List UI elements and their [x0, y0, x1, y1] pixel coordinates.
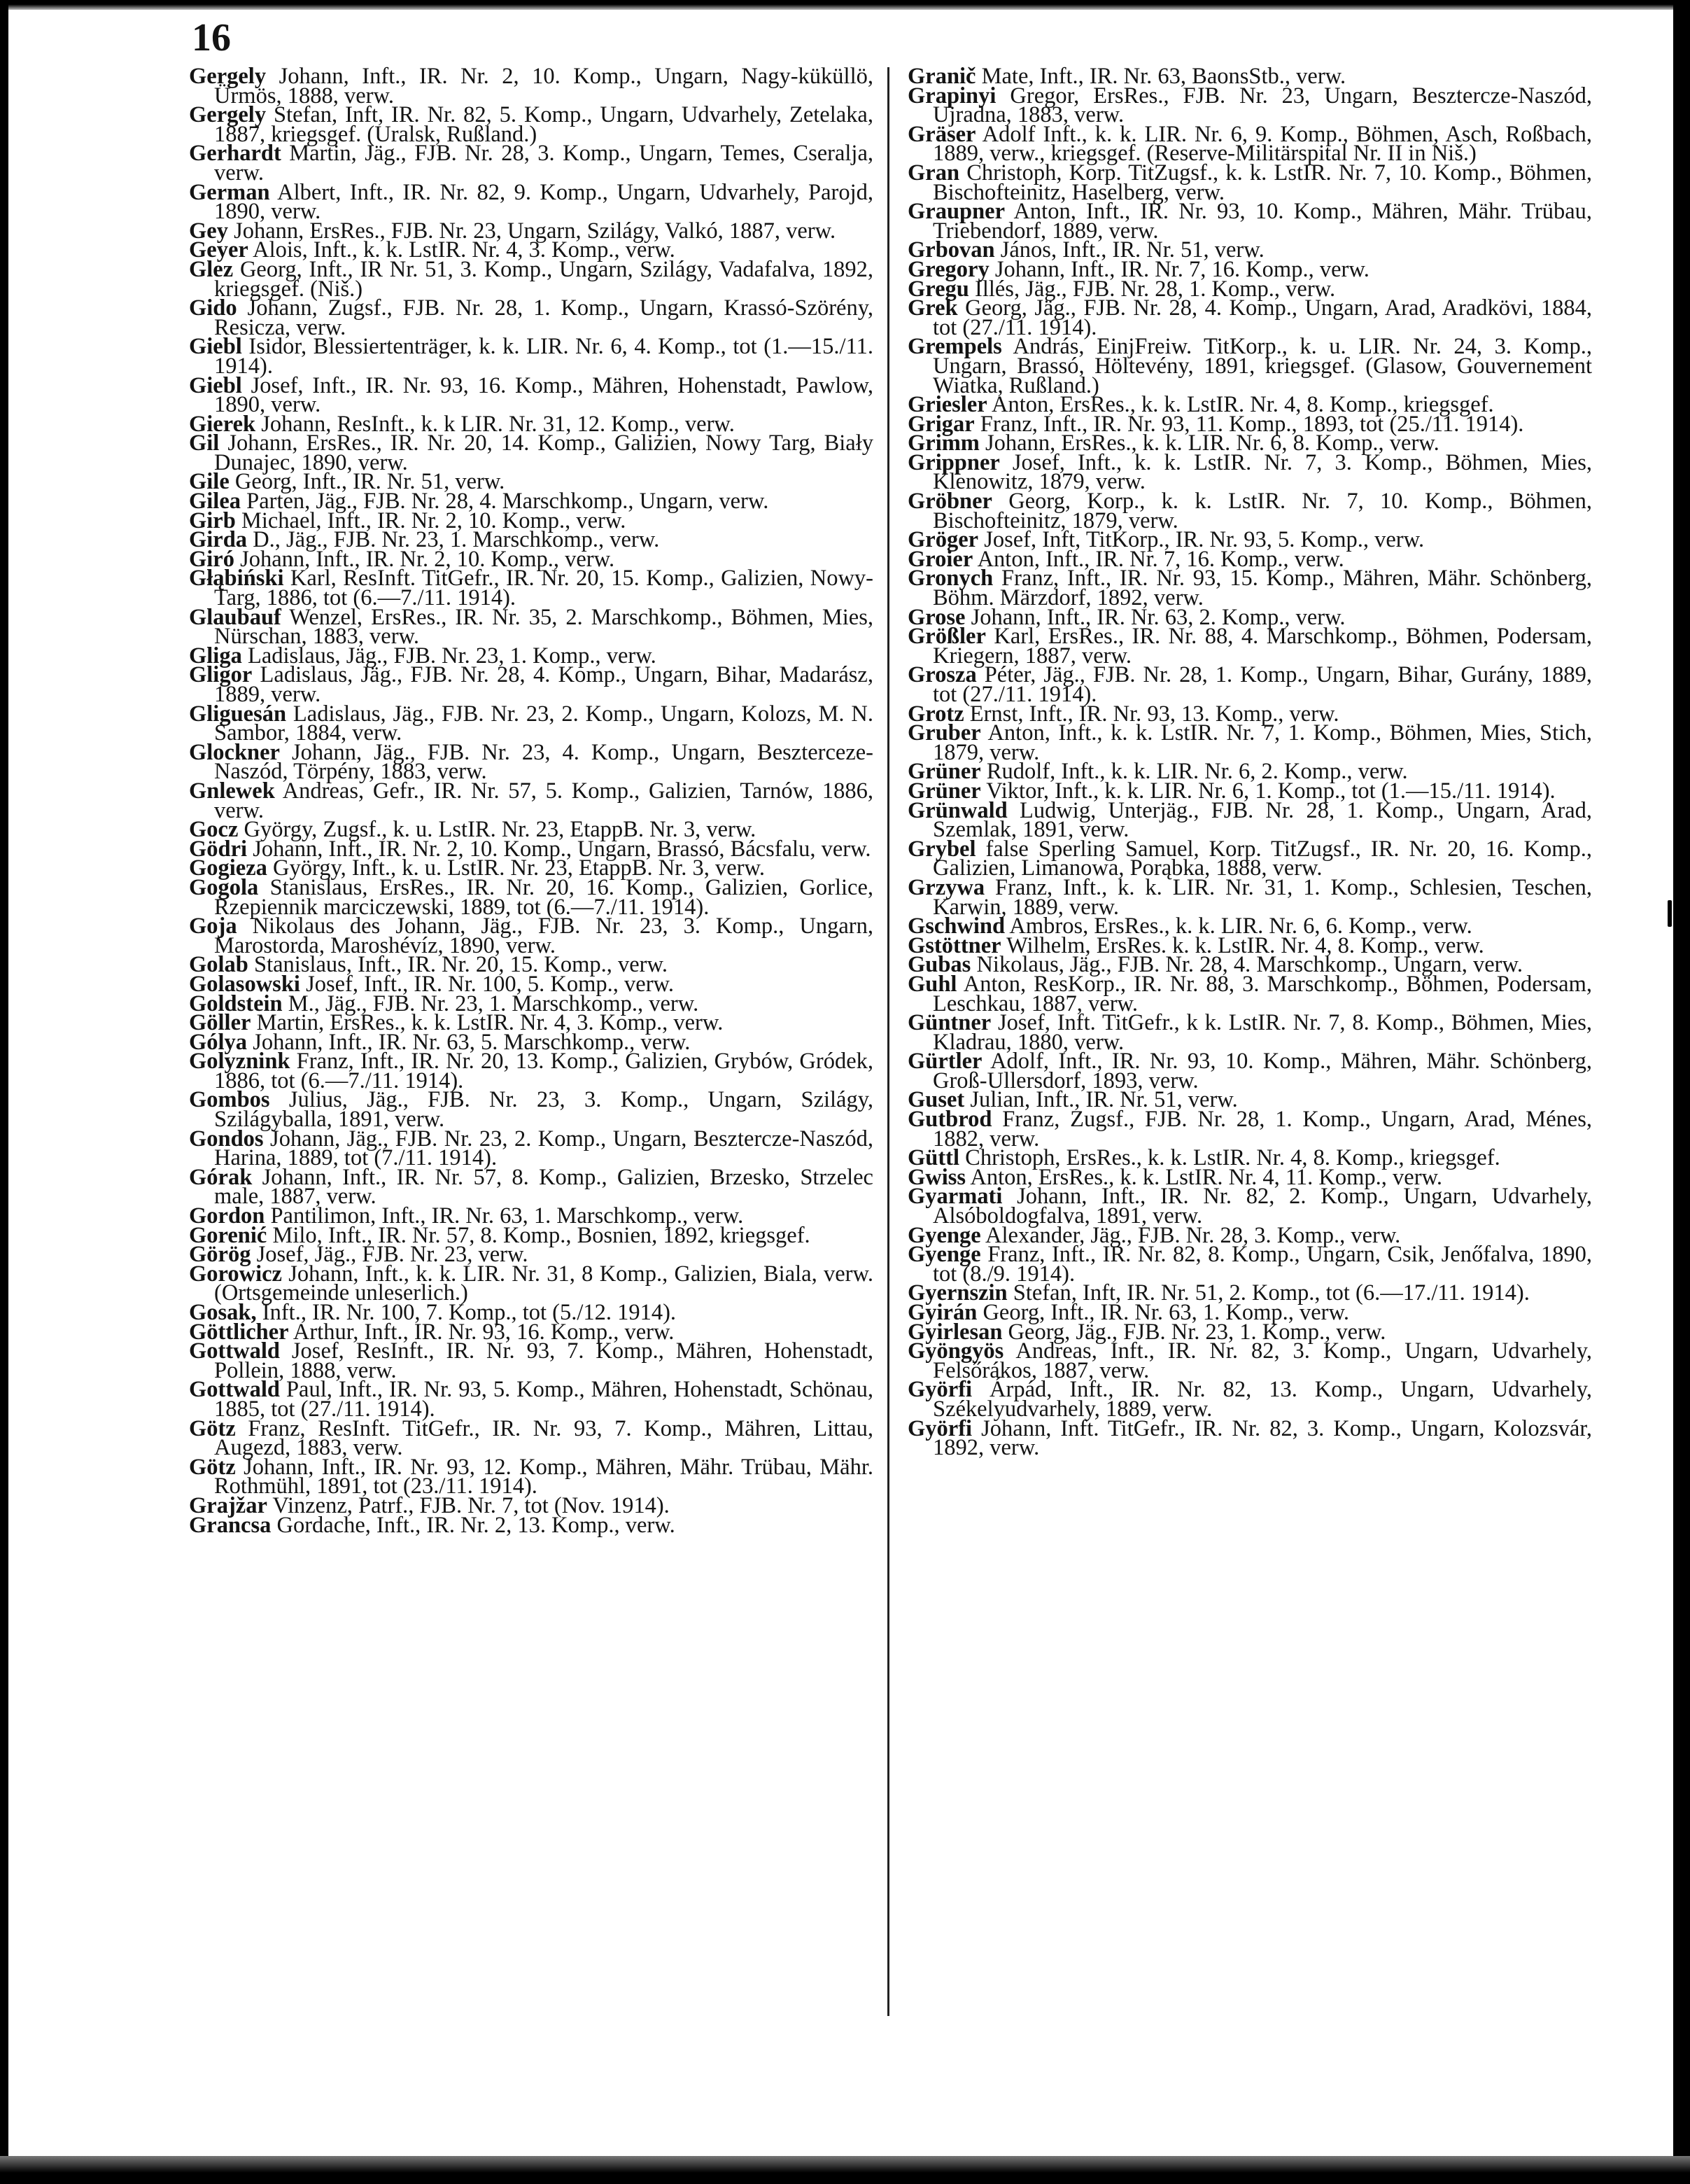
casualty-entry — [189, 701, 873, 746]
entry-details: Johann, Inft., IR. Nr. 63, 5. Marschkomp., verw. — [247, 1029, 691, 1055]
casualty-entry — [189, 1454, 873, 1499]
entry-details: Stanislaus, Inft., IR. Nr. 20, 15. Komp., verw. — [248, 952, 668, 978]
entry-surname: Graupner — [908, 199, 1006, 225]
entry-surname: Gruber — [908, 720, 981, 746]
entry-details: Georg, Korp., k. k. LstIR. Nr. 7, 10. Komp., Böhmen, Bischofteinitz, 1879, verw. — [933, 489, 1592, 533]
entry-surname: Grippner — [908, 449, 1000, 475]
entry-surname: Gyirlesan — [908, 1319, 1003, 1345]
entry-surname: Györfi — [908, 1415, 973, 1441]
scan-edge-top — [0, 0, 1690, 10]
entry-surname: Gyenge — [908, 1242, 981, 1268]
entry-surname: Gerhardt — [189, 141, 281, 167]
entry-surname: Giró — [189, 546, 234, 572]
entry-details: Milo, Inft., IR. Nr. 57, 8. Komp., Bosnien, 1892, kriegsgef. — [267, 1222, 810, 1248]
entry-surname: Gondos — [189, 1126, 264, 1152]
entry-details: Johann, Inft., IR. Nr. 2, 10. Komp., Ungarn, Brassó, Bácsfalu, verw. — [247, 836, 871, 862]
casualty-entry — [189, 778, 873, 823]
entry-surname: Golasowski — [189, 971, 300, 997]
casualty-entry — [189, 141, 873, 186]
entry-surname: Gombos — [189, 1087, 270, 1113]
casualty-entry — [189, 430, 873, 475]
entry-details: Johann, Inft., IR. Nr. 7, 16. Komp., verw. — [989, 256, 1369, 282]
entry-details: Franz, Zugsf., FJB. Nr. 28, 1. Komp., Ungarn, Arad, Ménes, 1882, verw. — [933, 1107, 1592, 1152]
entry-surname: Grbovan — [908, 237, 995, 263]
entry-details: Johann, Inft., IR. Nr. 2, 10. Komp., verw. — [234, 546, 615, 572]
entry-details: Anton, ErsRes., k. k. LstIR. Nr. 4, 11. Komp., verw. — [966, 1164, 1443, 1190]
entry-surname: Girb — [189, 507, 236, 533]
scan-edge-left — [0, 0, 8, 2184]
casualty-entry — [908, 624, 1592, 668]
entry-details: Josef, ResInft., IR. Nr. 93, 7. Komp., Mähren, Hohenstadt, Pollein, 1888, verw. — [214, 1338, 873, 1383]
casualty-entry — [189, 295, 873, 340]
casualty-entry — [908, 720, 1592, 765]
entry-surname: Gwiss — [908, 1164, 966, 1190]
casualty-entry — [189, 256, 873, 302]
entry-surname: Gutbrod — [908, 1107, 992, 1133]
column-divider — [887, 67, 889, 2016]
entry-details: Inft., IR. Nr. 100, 7. Komp., tot (5./12. 1914). — [256, 1300, 677, 1325]
entry-details: Martin, ErsRes., k. k. LstIR. Nr. 4, 3. Komp., verw. — [251, 1010, 724, 1036]
scan-edge-bottom — [0, 2156, 1690, 2184]
entry-details: Alois, Inft., k. k. LstIR. Nr. 4, 3. Komp., verw. — [248, 237, 675, 263]
casualty-entry — [189, 1512, 873, 1538]
entry-surname: Gran — [908, 160, 960, 186]
entry-details: Karl, ResInft. TitGefr., IR. Nr. 20, 15. Komp., Galizien, Nowy-Targ, 1886, tot (6.—7./11. 1914). — [214, 566, 873, 611]
scan-edge-right — [1673, 0, 1690, 2184]
entry-surname: Götz — [189, 1415, 236, 1441]
entry-surname: Gschwind — [908, 913, 1006, 939]
entry-surname: Gröbner — [908, 489, 992, 514]
entry-details: Josef, Inft, TitKorp., IR. Nr. 93, 5. Komp., verw. — [978, 527, 1425, 553]
entry-surname: Goja — [189, 913, 237, 939]
casualty-entry — [189, 1087, 873, 1133]
entry-details: Anton, ResKorp., IR. Nr. 88, 3. Marschkomp., Böhmen, Podersam, Leschkau, 1887, verw. — [933, 971, 1592, 1016]
entry-surname: Gey — [189, 218, 228, 244]
entry-surname: Gürtler — [908, 1049, 983, 1074]
casualty-entry — [908, 1049, 1592, 1093]
entry-details: Josef, Inft., k. k. LstIR. Nr. 7, 3. Komp., Böhmen, Mies, Klenowitz, 1879, verw. — [933, 449, 1592, 495]
entry-surname: Guhl — [908, 971, 957, 997]
entry-surname: Goldstein — [189, 990, 283, 1016]
entry-details: Johann, ResInft., k. k LIR. Nr. 31, 12. Komp., verw. — [255, 411, 735, 437]
entry-details: Anton, Inft., IR. Nr. 93, 10. Komp., Mähren, Mähr. Trübau, Triebendorf, 1889, verw. — [933, 199, 1592, 244]
entry-details: Julius, Jäg., FJB. Nr. 23, 3. Komp., Ungarn, Szilágy, Szilágyballa, 1891, verw. — [214, 1087, 873, 1133]
entry-surname: Györfi — [908, 1377, 973, 1403]
entry-surname: Geyer — [189, 237, 248, 263]
casualty-entry — [189, 913, 873, 958]
entry-details: Arthur, Inft., IR. Nr. 93, 16. Komp., verw. — [288, 1319, 675, 1345]
entry-details: D., Jäg., FJB. Nr. 23, 1. Marschkomp., verw. — [247, 527, 660, 553]
casualty-entry — [189, 334, 873, 379]
entry-details: Isidor, Blessiertenträger, k. k. LIR. Nr. 6, 4. Komp., tot (1.—15./11. 1914). — [214, 334, 873, 379]
entry-details: Johann, Inft., IR. Nr. 57, 8. Komp., Galizien, Brzesko, Strzelec male, 1887, verw. — [214, 1164, 873, 1210]
entry-details: Nikolaus des Johann, Jäg., FJB. Nr. 23, 3. Komp., Ungarn, Marostorda, Maroshévíz, 1890, verw. — [214, 913, 873, 958]
casualty-entry — [908, 489, 1592, 533]
casualty-entry — [189, 566, 873, 611]
casualty-entry — [189, 874, 873, 920]
casualty-entry — [908, 971, 1592, 1016]
entry-surname: Größler — [908, 624, 986, 650]
casualty-entry — [189, 372, 873, 418]
entry-surname: Gorenić — [189, 1222, 267, 1248]
entry-details: Paul, Inft., IR. Nr. 93, 5. Komp., Mähren, Hohenstadt, Schönau, 1885, tot (27./11. 1914). — [214, 1377, 873, 1422]
entry-surname: Gido — [189, 295, 237, 321]
entry-surname: Gogola — [189, 874, 259, 900]
entry-details: Johann, Inft., IR. Nr. 82, 2. Komp., Ungarn, Udvarhely, Alsóboldogfalva, 1891, verw. — [933, 1184, 1592, 1229]
entry-details: Johann, ErsRes., k. k. LIR. Nr. 6, 8. Komp., verw. — [979, 430, 1439, 456]
entry-details: Ludwig, Unterjäg., FJB. Nr. 28, 1. Komp., Ungarn, Arad, Szemlak, 1891, verw. — [933, 797, 1592, 843]
entry-details: Rudolf, Inft., k. k. LIR. Nr. 6, 2. Komp., verw. — [980, 759, 1408, 785]
casualty-entry — [189, 1164, 873, 1210]
entry-details: Michael, Inft., IR. Nr. 2, 10. Komp., verw. — [235, 507, 626, 533]
casualty-entry — [908, 1010, 1592, 1055]
entry-surname: German — [189, 179, 270, 205]
entry-details: Josef, Inft. TitGefr., k k. LstIR. Nr. 7, 8. Komp., Böhmen, Mies, Kladrau, 1880, verw. — [933, 1010, 1592, 1055]
entry-details: Martin, Jäg., FJB. Nr. 28, 3. Komp., Ungarn, Temes, Cseralja, verw. — [214, 141, 873, 186]
entry-details: Adolf Inft., k. k. LIR. Nr. 6, 9. Komp., Böhmen, Asch, Roßbach, 1889, verw., kriegsgef. (Reserve-Militärspital Nr. II in Niš.) — [933, 121, 1592, 167]
entry-surname: Grek — [908, 295, 958, 321]
entry-details: Franz, Inft., k. k. LIR. Nr. 31, 1. Komp., Schlesien, Teschen, Karwin, 1889, verw. — [933, 874, 1592, 920]
entry-surname: Gliga — [189, 643, 242, 668]
entry-details: Ladislaus, Jäg., FJB. Nr. 23, 1. Komp., verw. — [241, 643, 656, 668]
casualty-entry — [189, 1377, 873, 1422]
casualty-entry — [908, 199, 1592, 244]
entry-surname: Güttl — [908, 1145, 960, 1171]
entry-details: Johann, Inft., k. k. LIR. Nr. 31, 8 Komp., Galizien, Biala, verw. (Ortsgemeinde unleserlich.) — [214, 1261, 873, 1306]
entry-surname: Giebl — [189, 372, 242, 398]
entry-details: Johann, ErsRes., IR. Nr. 20, 14. Komp., Galizien, Nowy Targ, Biały Dunajec, 1890, verw. — [214, 430, 873, 475]
entry-details: György, Inft., k. u. LstIR. Nr. 23, EtappB. Nr. 3, verw. — [267, 855, 765, 881]
entry-surname: Giebl — [189, 334, 242, 360]
entry-surname: Gregu — [908, 276, 969, 302]
entry-surname: Götz — [189, 1454, 236, 1480]
entry-details: Gregor, ErsRes., FJB. Nr. 23, Ungarn, Besztercze-Naszód, Ujradna, 1883, verw. — [933, 83, 1592, 128]
entry-details: Johann, Inft., IR. Nr. 2, 10. Komp., Ungarn, Nagy-küküllö, Ürmös, 1888, verw. — [214, 64, 873, 108]
entry-details: Georg, Jäg., FJB. Nr. 23, 1. Komp., verw. — [1002, 1319, 1386, 1345]
scan-edge-mark — [1668, 900, 1672, 927]
entry-details: Johann, Inft., IR. Nr. 63, 2. Komp., verw. — [965, 604, 1346, 630]
entry-details: Wilhelm, ErsRes. k. k. LstIR. Nr. 4, 8. Komp., verw. — [1001, 932, 1484, 958]
casualty-entry — [908, 334, 1592, 398]
entry-surname: Głąbiński — [189, 566, 284, 592]
casualty-entry — [908, 836, 1592, 881]
entry-details: Ernst, Inft., IR. Nr. 93, 13. Komp., verw. — [964, 701, 1339, 727]
entry-surname: Grünwald — [908, 797, 1008, 823]
entry-surname: Gnlewek — [189, 778, 275, 804]
entry-surname: Gile — [189, 469, 230, 495]
entry-details: András, EinjFreiw. TitKorp., k. u. LIR. Nr. 24, 3. Komp., Ungarn, Brassó, Höltevény, 1891, kriegsgef. (Glasow, Gouvernement Wiatka, Rußland.) — [933, 334, 1592, 398]
casualty-entry — [908, 662, 1592, 707]
entry-details: Franz, Inft., IR. Nr. 20, 13. Komp., Galizien, Grybów, Gródek, 1886, tot (6.—7./11. 1914). — [214, 1049, 873, 1093]
entry-details: Andreas, Gefr., IR. Nr. 57, 5. Komp., Galizien, Tarnów, 1886, verw. — [214, 778, 873, 823]
entry-details: false Sperling Samuel, Korp. TitZugsf., IR. Nr. 20, 16. Komp., Galizien, Limanowa, Porąbka, 1888, verw. — [933, 836, 1592, 881]
entry-surname: Gyirán — [908, 1300, 978, 1325]
entry-surname: Gólya — [189, 1029, 248, 1055]
entry-details: Josef, Jäg., FJB. Nr. 23, verw. — [251, 1242, 528, 1268]
casualty-entry — [908, 566, 1592, 611]
entry-surname: Gstöttner — [908, 932, 1001, 958]
entry-surname: Gregory — [908, 256, 990, 282]
entry-details: Johann, Jäg., FJB. Nr. 23, 4. Komp., Ungarn, Beszterceze-Naszód, Törpény, 1883, verw. — [214, 739, 873, 785]
entry-details: Stefan, Inft, IR. Nr. 82, 5. Komp., Ungarn, Udvarhely, Zetelaka, 1887, kriegsgef. (Uralsk, Rußland.) — [214, 102, 873, 147]
entry-surname: Grimm — [908, 430, 980, 456]
entry-details: Stanislaus, ErsRes., IR. Nr. 20, 16. Komp., Galizien, Gorlice, Rzepiennik marciczewski, 1889, tot (6.—7./11. 1914). — [214, 874, 873, 920]
casualty-entry — [189, 102, 873, 147]
entry-details: Julian, Inft., IR. Nr. 51, verw. — [964, 1087, 1238, 1113]
entry-surname: Grose — [908, 604, 966, 630]
entry-surname: Gottwald — [189, 1338, 280, 1364]
entry-surname: Gröger — [908, 527, 979, 553]
entry-surname: Gräser — [908, 121, 976, 147]
entry-surname: Gligor — [189, 662, 253, 688]
entry-details: Vinzenz, Patrf., FJB. Nr. 7, tot (Nov. 1914). — [267, 1492, 670, 1518]
entry-details: Alexander, Jäg., FJB. Nr. 28, 3. Komp., verw. — [980, 1222, 1401, 1248]
entry-surname: Gubas — [908, 952, 971, 978]
entry-details: Johann, Jäg., FJB. Nr. 23, 2. Komp., Ungarn, Besztercze-Naszód, Harina, 1889, tot (7./11. 1914). — [214, 1126, 873, 1171]
entry-details: Anton, Inft., k. k. LstIR. Nr. 7, 1. Komp., Böhmen, Mies, Stich, 1879, verw. — [933, 720, 1592, 765]
entry-surname: Guset — [908, 1087, 965, 1113]
entry-details: Albert, Inft., IR. Nr. 82, 9. Komp., Ungarn, Udvarhely, Parojd, 1890, verw. — [214, 179, 873, 225]
casualty-entry — [189, 604, 873, 650]
casualty-entry — [908, 121, 1592, 167]
entry-surname: Golyznink — [189, 1049, 290, 1074]
entry-details: János, Inft., IR. Nr. 51, verw. — [994, 237, 1265, 263]
entry-details: Christoph, Korp. TitZugsf., k. k. LstIR. Nr. 7, 10. Komp., Böhmen, Bischofteinitz, Haselberg, verw. — [933, 160, 1592, 205]
entry-details: Wenzel, ErsRes., IR. Nr. 35, 2. Marschkomp., Böhmen, Mies, Nürschan, 1883, verw. — [214, 604, 873, 650]
entry-surname: Gronych — [908, 566, 994, 592]
entry-surname: Gocz — [189, 817, 239, 843]
entry-surname: Granič — [908, 64, 976, 89]
entry-surname: Gyernszin — [908, 1280, 1008, 1306]
casualty-entry — [908, 1377, 1592, 1422]
entry-details: Mate, Inft., IR. Nr. 63, BaonsStb., verw. — [976, 64, 1346, 89]
entry-surname: Güntner — [908, 1010, 992, 1036]
entry-surname: Gogieza — [189, 855, 267, 881]
entry-surname: Gergely — [189, 102, 267, 128]
entry-surname: Grüner — [908, 778, 981, 804]
entry-details: Johann, ErsRes., FJB. Nr. 23, Ungarn, Szilágy, Valkó, 1887, verw. — [227, 218, 836, 244]
right-column — [908, 64, 1592, 1461]
entry-surname: Gorowicz — [189, 1261, 282, 1287]
casualty-entry — [189, 1338, 873, 1383]
casualty-entry — [189, 1415, 873, 1461]
casualty-entry — [189, 1261, 873, 1306]
entry-surname: Grotz — [908, 701, 964, 727]
entry-surname: Grempels — [908, 334, 1002, 360]
entry-surname: Gottwald — [189, 1377, 280, 1403]
entry-details: Andreas, Inft., IR. Nr. 82, 3. Komp., Ungarn, Udvarhely, Felsőrákos, 1887, verw. — [933, 1338, 1592, 1383]
casualty-entry — [908, 1184, 1592, 1229]
entry-surname: Grapinyi — [908, 83, 997, 108]
casualty-entry — [908, 1242, 1592, 1287]
entry-surname: Göller — [189, 1010, 251, 1036]
entry-details: Ambros, ErsRes., k. k. LIR. Nr. 6, 6. Komp., verw. — [1005, 913, 1472, 939]
casualty-entry — [908, 1338, 1592, 1383]
entry-surname: Gilea — [189, 489, 241, 514]
entry-surname: Gordon — [189, 1203, 265, 1229]
entry-details: Stefan, Inft, IR. Nr. 51, 2. Komp., tot (6.—17./11. 1914). — [1007, 1280, 1530, 1306]
entry-details: Franz, Inft., IR. Nr. 93, 11. Komp., 1893, tot (25./11. 1914). — [974, 411, 1524, 437]
casualty-entry — [189, 179, 873, 225]
entry-surname: Golab — [189, 952, 248, 978]
entry-details: Illés, Jäg., FJB. Nr. 28, 1. Komp., verw. — [969, 276, 1336, 302]
entry-surname: Gyöngyös — [908, 1338, 1004, 1364]
entry-surname: Görög — [189, 1242, 251, 1268]
casualty-entry — [908, 83, 1592, 128]
entry-details: Georg, Jäg., FJB. Nr. 28, 4. Komp., Ungarn, Arad, Aradkövi, 1884, tot (27./11. 1914). — [933, 295, 1592, 340]
entry-details: Josef, Inft., IR. Nr. 100, 5. Komp., verw. — [300, 971, 675, 997]
entry-surname: Gil — [189, 430, 220, 456]
entry-details: Péter, Jäg., FJB. Nr. 28, 1. Komp., Ungarn, Bihar, Gurány, 1889, tot (27./11. 1914). — [933, 662, 1592, 707]
entry-surname: Gosak, — [189, 1300, 257, 1325]
entry-surname: Grosza — [908, 662, 977, 688]
entry-details: Gordache, Inft., IR. Nr. 2, 13. Komp., verw. — [271, 1512, 675, 1538]
entry-surname: Grzywa — [908, 874, 985, 900]
entry-details: Anton, Inft., IR. Nr. 7, 16. Komp., verw. — [973, 546, 1344, 572]
entry-details: Adolf, Inft., IR. Nr. 93, 10. Komp., Mähren, Mähr. Schönberg, Groß-Ullersdorf, 1893, verw. — [933, 1049, 1592, 1093]
casualty-entry — [908, 874, 1592, 920]
entry-details: Pantilimon, Inft., IR. Nr. 63, 1. Marschkomp., verw. — [265, 1203, 744, 1229]
entry-details: Georg, Inft., IR. Nr. 63, 1. Komp., verw. — [977, 1300, 1349, 1325]
entry-details: Viktor, Inft., k. k. LIR. Nr. 6, 1. Komp., tot (1.—15./11. 1914). — [980, 778, 1556, 804]
entry-details: Parten, Jäg., FJB. Nr. 28, 4. Marschkomp., Ungarn, verw. — [241, 489, 769, 514]
entry-surname: Grybel — [908, 836, 976, 862]
entry-surname: Gödri — [189, 836, 248, 862]
casualty-entry — [908, 797, 1592, 843]
entry-surname: Gierek — [189, 411, 256, 437]
entry-surname: Grajžar — [189, 1492, 267, 1518]
entry-details: Nikolaus, Jäg., FJB. Nr. 28, 4. Marschkomp., Ungarn, verw. — [971, 952, 1523, 978]
entry-surname: Grüner — [908, 759, 981, 785]
casualty-entry — [908, 295, 1592, 340]
entry-details: Johann, Inft., IR. Nr. 93, 12. Komp., Mähren, Mähr. Trübau, Mähr. Rothmühl, 1891, tot (23./11. 1914). — [214, 1454, 873, 1499]
entry-details: Karl, ErsRes., IR. Nr. 88, 4. Marschkomp., Böhmen, Podersam, Kriegern, 1887, verw. — [933, 624, 1592, 668]
entry-surname: Gyenge — [908, 1222, 981, 1248]
entry-surname: Groier — [908, 546, 973, 572]
entry-surname: Gergely — [189, 64, 267, 89]
entry-details: Johann, Inft. TitGefr., IR. Nr. 82, 3. Komp., Ungarn, Kolozsvár, 1892, verw. — [933, 1415, 1592, 1461]
entry-details: Josef, Inft., IR. Nr. 93, 16. Komp., Mähren, Hohenstadt, Pawlow, 1890, verw. — [214, 372, 873, 418]
entry-surname: Gyarmati — [908, 1184, 1003, 1210]
casualty-entry — [189, 1126, 873, 1171]
entry-surname: Griesler — [908, 392, 987, 418]
casualty-entry — [189, 662, 873, 707]
entry-details: Ladislaus, Jäg., FJB. Nr. 23, 2. Komp., Ungarn, Kolozs, M. N. Sambor, 1884, verw. — [214, 701, 873, 746]
casualty-entry — [189, 64, 873, 108]
entry-surname: Grigar — [908, 411, 975, 437]
entry-details: Georg, Inft., IR. Nr. 51, verw. — [229, 469, 505, 495]
entry-surname: Górak — [189, 1164, 253, 1190]
entry-surname: Gliguesán — [189, 701, 287, 727]
page-number: 16 — [192, 16, 231, 59]
entry-details: Anton, ErsRes., k. k. LstIR. Nr. 4, 8. Komp., kriegsgef. — [987, 392, 1494, 418]
casualty-entry — [189, 1049, 873, 1093]
entry-details: Franz, ResInft. TitGefr., IR. Nr. 93, 7. Komp., Mähren, Littau, Augezd, 1883, verw. — [214, 1415, 873, 1461]
entry-surname: Glez — [189, 256, 234, 282]
entry-surname: Grancsa — [189, 1512, 272, 1538]
entry-surname: Göttlicher — [189, 1319, 289, 1345]
entry-details: Franz, Inft., IR. Nr. 82, 8. Komp., Ungarn, Csik, Jenőfalva, 1890, tot (8./9. 1914). — [933, 1242, 1592, 1287]
entry-details: Franz, Inft., IR. Nr. 93, 15. Komp., Mähren, Mähr. Schönberg, Böhm. Märzdorf, 1892, verw. — [933, 566, 1592, 611]
entry-details: Christoph, ErsRes., k. k. LstIR. Nr. 4, 8. Komp., kriegsgef. — [959, 1145, 1500, 1171]
casualty-entry — [908, 1415, 1592, 1461]
entry-details: Ladislaus, Jäg., FJB. Nr. 28, 4. Komp., Ungarn, Bihar, Madarász, 1889, verw. — [214, 662, 873, 707]
casualty-entry — [908, 449, 1592, 495]
entry-details: Johann, Zugsf., FJB. Nr. 28, 1. Komp., Ungarn, Krassó-Szörény, Resicza, verw. — [214, 295, 873, 340]
entry-details: György, Zugsf., k. u. LstIR. Nr. 23, EtappB. Nr. 3, verw. — [238, 817, 756, 843]
left-column — [189, 64, 873, 1538]
entry-surname: Glaubauf — [189, 604, 281, 630]
entry-surname: Girda — [189, 527, 248, 553]
entry-details: Árpád, Inft., IR. Nr. 82, 13. Komp., Ungarn, Udvarhely, Székelyudvarhely, 1889, verw. — [933, 1377, 1592, 1422]
entry-details: M., Jäg., FJB. Nr. 23, 1. Marschkomp., verw. — [282, 990, 699, 1016]
casualty-entry — [908, 1107, 1592, 1152]
entry-surname: Glockner — [189, 739, 280, 765]
entry-details: Georg, Inft., IR Nr. 51, 3. Komp., Ungarn, Szilágy, Vadafalva, 1892, kriegsgef. (Niš.) — [214, 256, 873, 302]
casualty-entry — [189, 739, 873, 785]
casualty-entry — [908, 160, 1592, 205]
